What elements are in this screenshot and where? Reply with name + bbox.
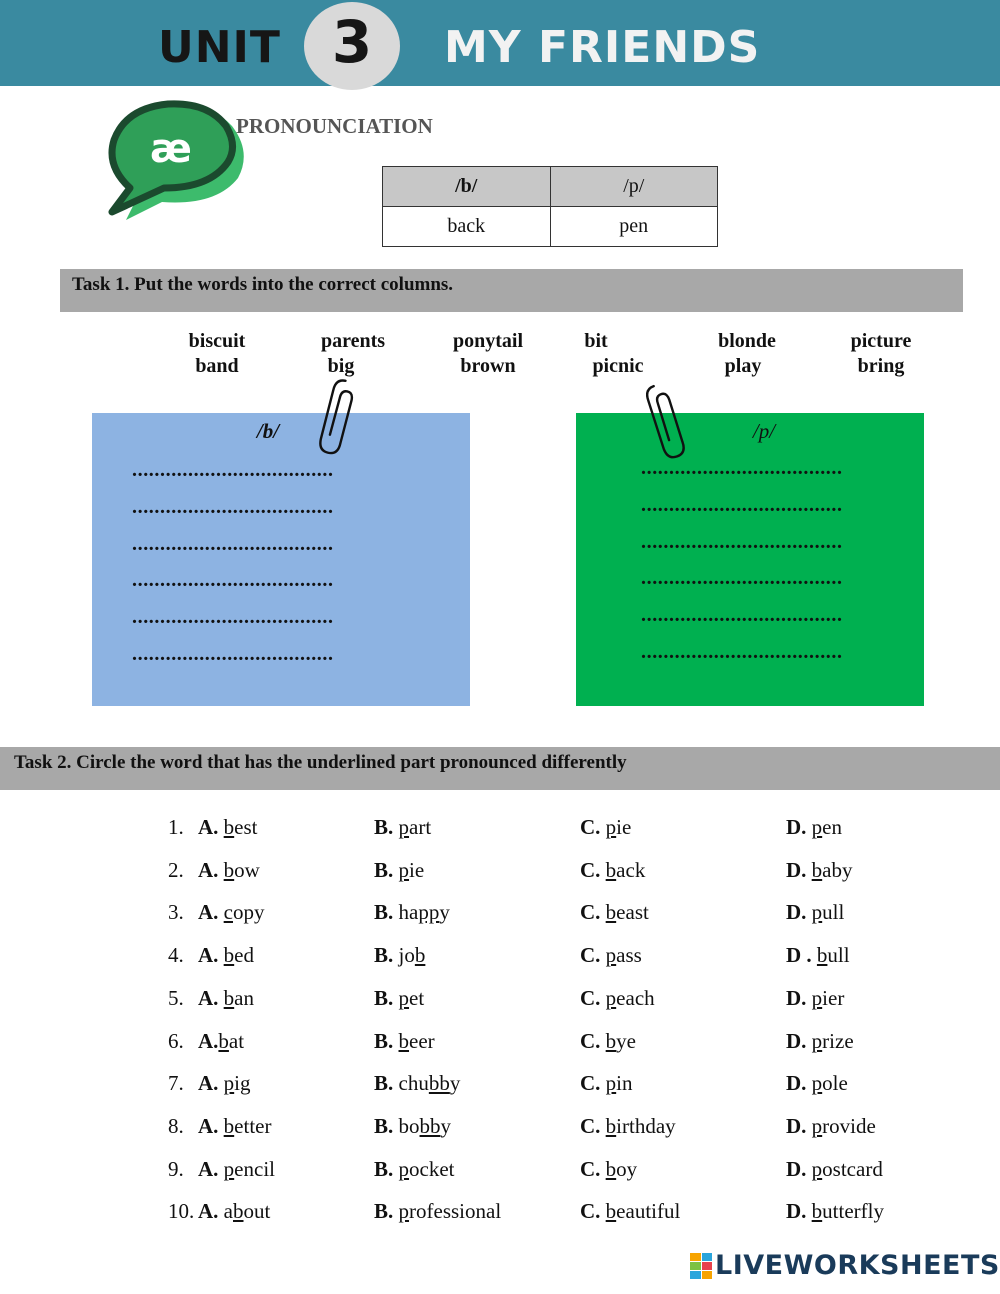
option-underlined-part: b <box>816 943 828 968</box>
option-word-end: eautiful <box>616 1199 681 1224</box>
word-bank-item[interactable]: bring <box>857 355 905 377</box>
option-word-start: jo <box>398 943 415 968</box>
answer-blank[interactable]: .................................... <box>641 531 843 553</box>
option-underlined-part: b <box>605 900 617 925</box>
paperclip-icon <box>646 380 686 462</box>
option-underlined-part: bb <box>428 1071 450 1096</box>
option-letter: B. <box>374 1156 394 1181</box>
answer-option[interactable] <box>374 858 424 882</box>
option-letter: C. <box>580 1028 601 1053</box>
answer-blank[interactable]: .................................... <box>132 569 334 591</box>
option-word-start: chu <box>398 1071 429 1096</box>
answer-option[interactable] <box>580 1029 636 1053</box>
option-word-end: ull <box>822 900 845 925</box>
sort-box-p <box>576 413 924 706</box>
answer-option[interactable] <box>580 815 631 839</box>
answer-blank[interactable]: .................................... <box>132 496 334 518</box>
answer-option[interactable] <box>374 1157 455 1181</box>
option-letter: C. <box>580 943 601 968</box>
answer-option[interactable] <box>198 900 265 924</box>
answer-option[interactable] <box>580 858 645 882</box>
option-word-end: in <box>616 1071 633 1096</box>
word-bank-item[interactable]: big <box>327 355 355 377</box>
option-word-end: at <box>228 1028 245 1053</box>
option-word-start: ha <box>398 900 419 925</box>
option-underlined-part: p <box>223 1071 235 1096</box>
question-number: 8. <box>168 1113 184 1138</box>
option-letter: A. <box>198 1156 219 1181</box>
word-bank-item[interactable]: parents <box>320 330 386 352</box>
option-letter: A. <box>198 1028 219 1053</box>
sound-example-table <box>382 166 718 247</box>
question-number: 7. <box>168 1071 184 1096</box>
option-word-end: rovide <box>822 1113 876 1138</box>
paperclip-icon <box>318 376 358 458</box>
answer-option[interactable] <box>198 1071 251 1095</box>
option-underlined-part: b <box>223 815 235 839</box>
option-word-end: opy <box>233 900 265 925</box>
task2-instruction: Task 2. Circle the word that has the underlined part pronounced differently <box>0 747 1000 790</box>
option-underlined-part: b <box>605 1156 617 1181</box>
option-letter: C. <box>580 900 601 925</box>
answer-option[interactable] <box>198 943 254 967</box>
option-letter: A. <box>198 815 219 839</box>
option-underlined-part: b <box>605 1113 617 1138</box>
answer-blank[interactable]: .................................... <box>132 643 334 665</box>
brand-grid-icon <box>690 1253 712 1279</box>
option-underlined-part: b <box>398 1028 410 1053</box>
option-letter: D. <box>786 900 807 925</box>
option-letter: B. <box>374 943 394 968</box>
pronunciation-speech-bubble-icon <box>98 96 248 228</box>
option-word-end: ig <box>234 1071 251 1096</box>
answer-option[interactable] <box>374 1029 435 1053</box>
option-underlined-part: p <box>605 985 617 1010</box>
option-letter: D . <box>786 943 812 968</box>
option-underlined-part: b <box>223 985 235 1010</box>
option-word-end: utterfly <box>822 1199 884 1224</box>
answer-blank[interactable]: .................................... <box>641 457 843 479</box>
option-underlined-part: b <box>811 1199 823 1224</box>
answer-option[interactable] <box>786 858 853 882</box>
option-word-end: encil <box>234 1156 275 1181</box>
option-word-end: eer <box>409 1028 435 1053</box>
option-letter: D. <box>786 1028 807 1053</box>
answer-option[interactable] <box>374 1114 451 1138</box>
option-word-end: ed <box>234 943 254 968</box>
option-letter: B. <box>374 985 394 1010</box>
option-underlined-part: b <box>223 1113 235 1138</box>
option-letter: C. <box>580 1113 601 1138</box>
option-underlined-part: b <box>811 857 823 882</box>
answer-option[interactable] <box>374 1071 460 1095</box>
option-word-end: est <box>234 815 258 839</box>
sound-example-p: pen <box>550 207 718 247</box>
answer-option[interactable] <box>198 1114 271 1138</box>
sort-box-b-label: /b/ <box>256 419 280 443</box>
option-word-end: east <box>616 900 649 925</box>
option-letter: B. <box>374 1028 394 1053</box>
option-letter: A. <box>198 985 219 1010</box>
option-letter: A. <box>198 1071 219 1096</box>
sound-header-b: /b/ <box>383 167 551 207</box>
word-bank-item[interactable]: bit <box>584 330 608 352</box>
answer-option[interactable] <box>786 815 842 839</box>
option-word-end: rofessional <box>409 1199 502 1224</box>
option-letter: C. <box>580 857 601 882</box>
option-underlined-part: p <box>398 857 410 882</box>
option-underlined-part: p <box>811 985 823 1010</box>
answer-option[interactable] <box>786 1029 854 1053</box>
option-letter: D. <box>786 1113 807 1138</box>
question-number: 2. <box>168 857 184 882</box>
question-number: 9. <box>168 1156 184 1181</box>
section-title: PRONOUNCIATION <box>236 114 433 138</box>
option-word-end: ie <box>616 815 632 839</box>
option-letter: D. <box>786 1199 807 1224</box>
option-word-end: rize <box>822 1028 854 1053</box>
option-word-end: ye <box>616 1028 636 1053</box>
option-underlined-part: p <box>398 1156 410 1181</box>
option-word-end: ie <box>409 857 425 882</box>
answer-option[interactable] <box>580 986 655 1010</box>
word-bank-item[interactable]: play <box>724 355 762 377</box>
answer-option[interactable] <box>580 1071 633 1095</box>
option-letter: A. <box>198 1113 219 1138</box>
answer-option[interactable] <box>786 1199 884 1223</box>
option-letter: C. <box>580 815 601 839</box>
option-underlined-part: p <box>605 1071 617 1096</box>
answer-option[interactable] <box>374 815 431 839</box>
option-underlined-part: b <box>414 943 426 968</box>
option-word-end: y <box>439 900 450 925</box>
option-underlined-part: bb <box>419 1113 441 1138</box>
option-word-start: bo <box>398 1113 420 1138</box>
option-word-end: ole <box>822 1071 848 1096</box>
option-word-start: a <box>223 1199 233 1224</box>
answer-option[interactable] <box>374 900 450 924</box>
option-underlined-part: p <box>398 1199 410 1224</box>
page-title: MY FRIENDS <box>444 22 761 73</box>
option-letter: A. <box>198 900 219 925</box>
sound-example-b: back <box>383 207 551 247</box>
option-underlined-part: p <box>811 900 823 925</box>
option-underlined-part: b <box>218 1028 229 1053</box>
option-letter: B. <box>374 1113 394 1138</box>
word-bank-item[interactable]: band <box>195 355 239 377</box>
option-letter: D. <box>786 985 807 1010</box>
option-word-end: an <box>234 985 254 1010</box>
option-letter: D. <box>786 1156 807 1181</box>
option-underlined-part: p <box>223 1156 235 1181</box>
answer-option[interactable] <box>786 1071 848 1095</box>
option-letter: D. <box>786 857 807 882</box>
word-bank-item[interactable]: biscuit <box>188 330 246 352</box>
option-word-end: ier <box>822 985 845 1010</box>
option-underlined-part: p <box>811 815 823 839</box>
answer-option[interactable] <box>374 1199 501 1223</box>
answer-option[interactable] <box>580 943 642 967</box>
option-word-end: each <box>616 985 655 1010</box>
option-letter: B. <box>374 857 394 882</box>
unit-label: UNIT <box>158 22 281 73</box>
question-number: 6. <box>168 1028 184 1053</box>
answer-blank[interactable]: .................................... <box>641 494 843 516</box>
option-underlined-part: p <box>605 815 617 839</box>
answer-option[interactable] <box>580 1157 637 1181</box>
option-word-end: ocket <box>409 1156 455 1181</box>
question-number: 4. <box>168 943 184 968</box>
option-word-end: out <box>243 1199 271 1224</box>
sound-header-p: /p/ <box>550 167 718 207</box>
option-letter: C. <box>580 1156 601 1181</box>
option-letter: B. <box>374 1199 394 1224</box>
answer-option[interactable] <box>786 900 844 924</box>
option-word-end: etter <box>234 1113 272 1138</box>
question-number: 10. <box>168 1199 195 1224</box>
answer-option[interactable] <box>786 986 844 1010</box>
answer-option[interactable] <box>198 1199 270 1223</box>
brand-name: LIVEWORKSHEETS <box>715 1250 1000 1281</box>
option-underlined-part: p <box>811 1156 823 1181</box>
word-bank-item[interactable]: ponytail <box>452 330 524 352</box>
option-letter: A. <box>198 943 219 968</box>
answer-option[interactable] <box>198 1029 244 1053</box>
option-underlined-part: p <box>398 815 410 839</box>
option-word-end: et <box>409 985 425 1010</box>
sort-box-p-label: /p/ <box>752 419 776 443</box>
answer-blank[interactable]: .................................... <box>132 606 334 628</box>
answer-blank[interactable]: .................................... <box>641 567 843 589</box>
option-underlined-part: b <box>605 857 617 882</box>
option-letter: B. <box>374 900 394 925</box>
option-underlined-part: p <box>811 1028 823 1053</box>
option-letter: A. <box>198 1199 219 1224</box>
option-letter: B. <box>374 815 394 839</box>
option-word-end: ow <box>234 857 260 882</box>
answer-option[interactable] <box>786 1157 883 1181</box>
option-word-end: en <box>822 815 842 839</box>
answer-option[interactable] <box>580 1114 676 1138</box>
word-bank-item[interactable]: blonde <box>718 330 776 352</box>
answer-option[interactable] <box>374 943 425 967</box>
option-underlined-part: p <box>811 1113 823 1138</box>
option-letter: D. <box>786 815 807 839</box>
unit-number-badge <box>304 2 400 90</box>
option-underlined-part: b <box>223 857 235 882</box>
option-word-end: ostcard <box>822 1156 883 1181</box>
word-bank-item[interactable]: brown <box>460 355 516 377</box>
question-number: 1. <box>168 815 184 839</box>
option-underlined-part: c <box>223 900 233 925</box>
answer-option[interactable] <box>198 858 260 882</box>
option-underlined-part: p <box>398 985 410 1010</box>
option-word-end: ass <box>616 943 642 968</box>
question-number: 3. <box>168 900 184 925</box>
option-word-end: aby <box>822 857 853 882</box>
option-underlined-part: b <box>223 943 235 968</box>
option-word-end: oy <box>616 1156 638 1181</box>
option-word-end: y <box>449 1071 461 1096</box>
option-underlined-part: b <box>605 1028 617 1053</box>
option-word-end: y <box>440 1113 452 1138</box>
answer-option[interactable] <box>786 943 850 967</box>
option-word-end: irthday <box>616 1113 676 1138</box>
option-word-end: ack <box>616 857 646 882</box>
question-number: 5. <box>168 985 184 1010</box>
answer-blank[interactable]: .................................... <box>641 641 843 663</box>
option-underlined-part: pp <box>418 900 440 925</box>
word-bank-item[interactable]: picnic <box>592 355 644 377</box>
answer-option[interactable] <box>198 1157 275 1181</box>
answer-option[interactable] <box>374 986 424 1010</box>
option-underlined-part: b <box>605 1199 617 1224</box>
answer-option[interactable] <box>580 900 649 924</box>
option-underlined-part: p <box>811 1071 823 1096</box>
task1-instruction: Task 1. Put the words into the correct columns. <box>60 269 963 312</box>
logo-symbol: æ <box>150 126 192 172</box>
option-letter: B. <box>374 1071 394 1096</box>
option-letter: C. <box>580 1071 601 1096</box>
option-letter: D. <box>786 1071 807 1096</box>
sort-box-b <box>92 413 470 706</box>
option-word-end: ull <box>827 943 850 968</box>
answer-blank[interactable]: .................................... <box>641 604 843 626</box>
word-bank-item[interactable]: picture <box>850 330 912 352</box>
answer-blank[interactable]: .................................... <box>132 533 334 555</box>
answer-option[interactable] <box>198 815 258 839</box>
option-letter: C. <box>580 985 601 1010</box>
liveworksheets-logo <box>690 1250 1000 1281</box>
answer-option[interactable] <box>580 1199 680 1223</box>
unit-number: 3 <box>331 8 373 76</box>
answer-option[interactable] <box>786 1114 876 1138</box>
option-letter: C. <box>580 1199 601 1224</box>
option-underlined-part: b <box>233 1199 244 1224</box>
option-word-end: art <box>409 815 432 839</box>
option-letter: A. <box>198 857 219 882</box>
answer-blank[interactable]: .................................... <box>132 459 334 481</box>
answer-option[interactable] <box>198 986 254 1010</box>
option-underlined-part: p <box>605 943 617 968</box>
